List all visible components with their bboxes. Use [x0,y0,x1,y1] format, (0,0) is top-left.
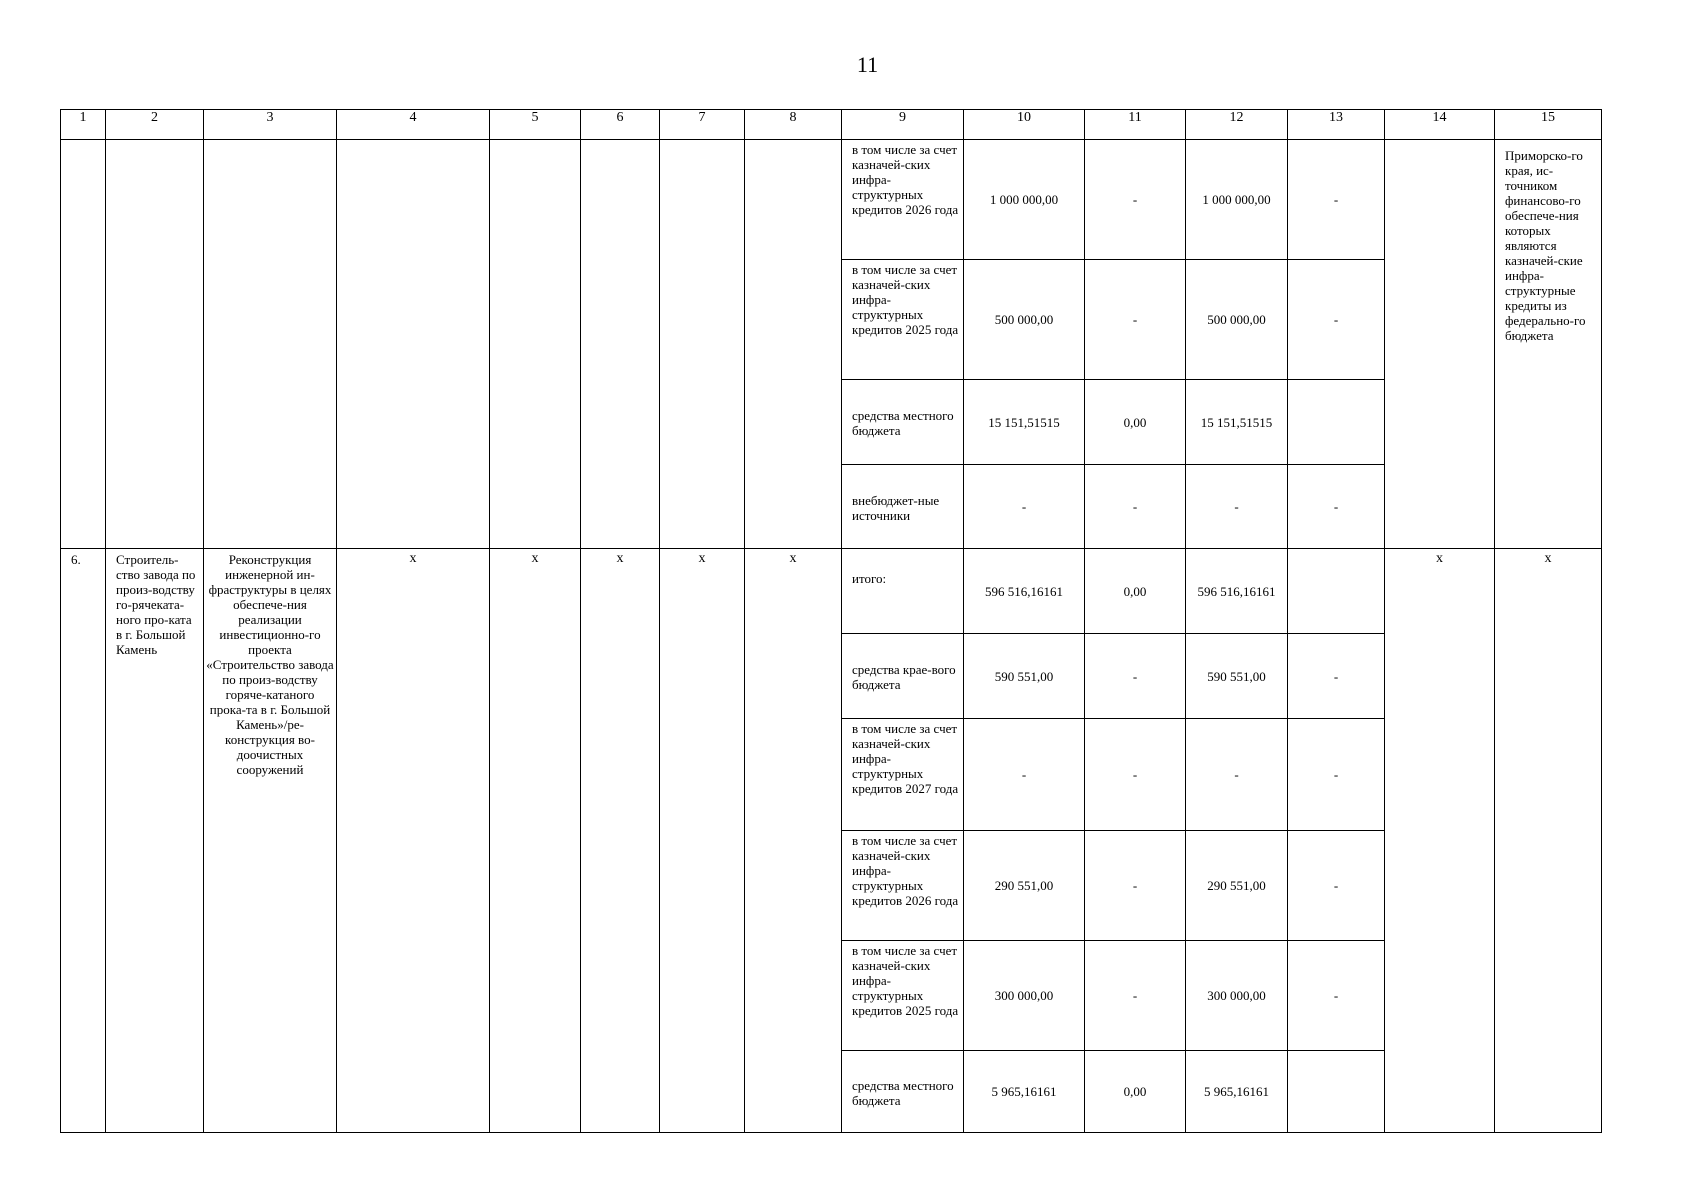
page-number: 11 [856,52,879,77]
funding-source: средства крае-вого бюджета [842,634,964,719]
amount-col10: 596 516,16161 [964,549,1085,634]
amount-col10: - [964,465,1085,549]
amount-col13 [1288,1051,1385,1133]
column-number: 4 [337,110,490,140]
column-number: 8 [745,110,842,140]
funding-source: в том числе за счет казначей-ских инфра-структурных кредитов 2025 года [842,941,964,1051]
column-number: 14 [1385,110,1495,140]
amount-col13: - [1288,465,1385,549]
column-number: 13 [1288,110,1385,140]
amount-col10: - [964,719,1085,831]
amount-col11: - [1085,465,1186,549]
amount-col11: - [1085,941,1186,1051]
funding-source: в том числе за счет казначей-ских инфра-структурных кредитов 2025 года [842,260,964,380]
amount-col11: 0,00 [1085,549,1186,634]
amount-col11: - [1085,719,1186,831]
amount-col13: - [1288,831,1385,941]
table-row [61,140,1602,260]
amount-col12: 15 151,51515 [1186,380,1288,465]
amount-col10: 500 000,00 [964,260,1085,380]
column-number-row [61,110,1602,140]
amount-col11: - [1085,140,1186,260]
column-number: 9 [842,110,964,140]
cell-x: x [581,549,660,1133]
funding-source: внебюджет-ные источники [842,465,964,549]
amount-col11: - [1085,831,1186,941]
amount-col12: 590 551,00 [1186,634,1288,719]
cell-x: x [1385,549,1495,1133]
column-number: 11 [1085,110,1186,140]
object-name: Строитель-ство завода по произ-водству го-рячеката-ного про-ката в г. Большой Камень [106,549,204,1133]
amount-col10: 15 151,51515 [964,380,1085,465]
column-number: 5 [490,110,581,140]
amount-col12: 290 551,00 [1186,831,1288,941]
project-description: Реконструкция инженерной ин-фраструктуры в целях обеспече-ния реализации инвестиционно-го проекта «Строительство завода по произ-водству горяче-катаного прока-та в г. Большой Камень»/ре-конструкция во-доочистных сооружений [204,549,337,1133]
amount-col12: 500 000,00 [1186,260,1288,380]
amount-col11: - [1085,634,1186,719]
column-number: 1 [61,110,106,140]
amount-col13: - [1288,941,1385,1051]
empty-cell [660,140,745,549]
empty-cell [745,140,842,549]
amount-col10: 590 551,00 [964,634,1085,719]
budget-table [60,109,1602,1133]
column-number: 7 [660,110,745,140]
amount-col12: 300 000,00 [1186,941,1288,1051]
amount-col12: 1 000 000,00 [1186,140,1288,260]
amount-col10: 5 965,16161 [964,1051,1085,1133]
amount-col11: - [1085,260,1186,380]
empty-cell [106,140,204,549]
amount-col10: 290 551,00 [964,831,1085,941]
column-number: 2 [106,110,204,140]
funding-note: Приморско-го края, ис-точником финансово-го обеспече-ния которых являются казначей-ские инфра-структурные кредиты из федерально-го бюджета [1495,140,1602,549]
amount-col13: - [1288,634,1385,719]
empty-cell [490,140,581,549]
empty-cell [61,140,106,549]
amount-col13: - [1288,719,1385,831]
amount-col10: 1 000 000,00 [964,140,1085,260]
empty-cell [204,140,337,549]
table-row [61,549,1602,634]
funding-source: в том числе за счет казначей-ских инфра-структурных кредитов 2026 года [842,140,964,260]
amount-col13: - [1288,260,1385,380]
funding-source: средства местного бюджета [842,380,964,465]
amount-col12: 596 516,16161 [1186,549,1288,634]
amount-col13 [1288,380,1385,465]
amount-col11: 0,00 [1085,1051,1186,1133]
funding-source: в том числе за счет казначей-ских инфра-структурных кредитов 2026 года [842,831,964,941]
funding-source: средства местного бюджета [842,1051,964,1133]
funding-source: итого: [842,549,964,634]
empty-cell [337,140,490,549]
cell-x: x [337,549,490,1133]
amount-col12: - [1186,719,1288,831]
column-number: 6 [581,110,660,140]
amount-col12: 5 965,16161 [1186,1051,1288,1133]
amount-col12: - [1186,465,1288,549]
column-number: 12 [1186,110,1288,140]
item-number: 6. [61,549,106,1133]
cell-x: x [660,549,745,1133]
cell-x: x [490,549,581,1133]
empty-cell [1385,140,1495,549]
funding-source: в том числе за счет казначей-ских инфра-структурных кредитов 2027 года [842,719,964,831]
column-number: 3 [204,110,337,140]
amount-col10: 300 000,00 [964,941,1085,1051]
amount-col13: - [1288,140,1385,260]
column-number: 10 [964,110,1085,140]
empty-cell [581,140,660,549]
cell-x: x [745,549,842,1133]
amount-col11: 0,00 [1085,380,1186,465]
column-number: 15 [1495,110,1602,140]
cell-x: x [1495,549,1602,1133]
amount-col13 [1288,549,1385,634]
